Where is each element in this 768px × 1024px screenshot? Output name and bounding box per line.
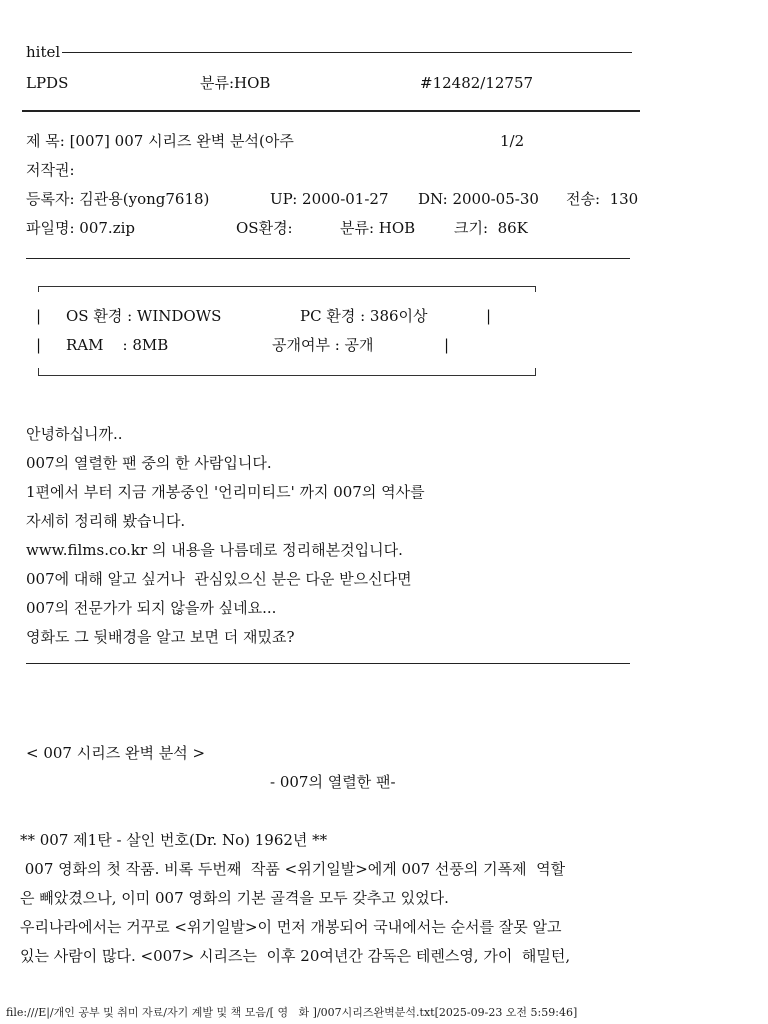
intro-line: 1편에서 부터 지금 개봉중인 '언리미티드' 까지 007의 역사를 — [26, 483, 425, 501]
intro-line: 안녕하십니까.. — [26, 425, 123, 443]
header-divider — [62, 52, 632, 53]
file-path-footer: file:///E|/개인 공부 및 취미 자료/자기 계발 및 책 모음/[ 영 화 ]/007시리즈완벽분석.txt[2025-09-23 오전 5:59:46] — [6, 1006, 578, 1019]
spec-box-corner-tr — [535, 286, 536, 292]
spec-box-bar: | — [36, 336, 42, 354]
film1-heading: ** 007 제1탄 - 살인 번호(Dr. No) 1962년 ** — [20, 831, 328, 849]
file-name: 파일명: 007.zip — [26, 219, 135, 237]
post-title: 제 목: [007] 007 시리즈 완벽 분석(아주 — [26, 132, 294, 150]
post-number: #12482/12757 — [420, 74, 534, 92]
intro-line: 007에 대해 알고 싶거나 관심있으신 분은 다운 받으신다면 — [26, 570, 412, 588]
uploader: 등록자: 김관용(yong7618) — [26, 190, 210, 208]
spec-box-top — [38, 286, 536, 287]
byline: - 007의 열렬한 팬- — [270, 773, 396, 791]
os-env-label: OS환경: — [236, 219, 293, 237]
board-name: LPDS — [26, 74, 69, 92]
spec-public: 공개여부 : 공개 — [272, 336, 374, 354]
spec-box-bar: | — [486, 307, 492, 325]
spec-pc: PC 환경 : 386이상 — [300, 307, 428, 325]
spec-box-corner-br — [535, 368, 536, 375]
intro-line: 자세히 정리해 봤습니다. — [26, 512, 186, 530]
film1-body-line: 우리나라에서는 거꾸로 <위기일발>이 먼저 개봉되어 국내에서는 순서를 잘못 알고 — [20, 918, 562, 936]
film1-body-line: 007 영화의 첫 작품. 비록 두번째 작품 <위기일발>에게 007 선풍의 기폭제 역할 — [20, 860, 566, 878]
section-title: < 007 시리즈 완벽 분석 > — [26, 744, 206, 762]
download-date: DN: 2000-05-30 — [418, 190, 539, 208]
site-name: hitel — [26, 43, 61, 61]
spec-box-bar: | — [444, 336, 450, 354]
board-category: 분류:HOB — [200, 74, 271, 92]
header-thick-divider — [22, 110, 640, 112]
intro-divider — [26, 663, 630, 664]
spec-box-bottom — [38, 375, 536, 376]
spec-box-corner-tl — [38, 286, 39, 292]
sent-count: 전송: 130 — [566, 190, 639, 208]
film1-body-line: 있는 사람이 많다. <007> 시리즈는 이후 20여년간 감독은 테렌스영, 가이 해밀턴, — [20, 947, 571, 965]
intro-line: 007의 전문가가 되지 않을까 싶네요... — [26, 599, 277, 617]
upload-date: UP: 2000-01-27 — [270, 190, 389, 208]
film1-body-line: 은 빼았겼으나, 이미 007 영화의 기본 골격을 모두 갖추고 있었다. — [20, 889, 449, 907]
spec-os: OS 환경 : WINDOWS — [66, 307, 222, 325]
file-category: 분류: HOB — [340, 219, 416, 237]
spec-ram: RAM : 8MB — [66, 336, 169, 354]
intro-line: www.films.co.kr 의 내용을 나름데로 정리해본것입니다. — [26, 541, 403, 559]
intro-line: 영화도 그 뒷배경을 알고 보면 더 재밌죠? — [26, 628, 295, 646]
intro-line: 007의 열렬한 팬 중의 한 사람입니다. — [26, 454, 272, 472]
meta-divider — [26, 258, 630, 259]
spec-box-bar: | — [36, 307, 42, 325]
copyright-label: 저작권: — [26, 161, 75, 179]
page-indicator: 1/2 — [500, 132, 525, 150]
file-size: 크기: 86K — [454, 219, 528, 237]
spec-box-corner-bl — [38, 368, 39, 375]
